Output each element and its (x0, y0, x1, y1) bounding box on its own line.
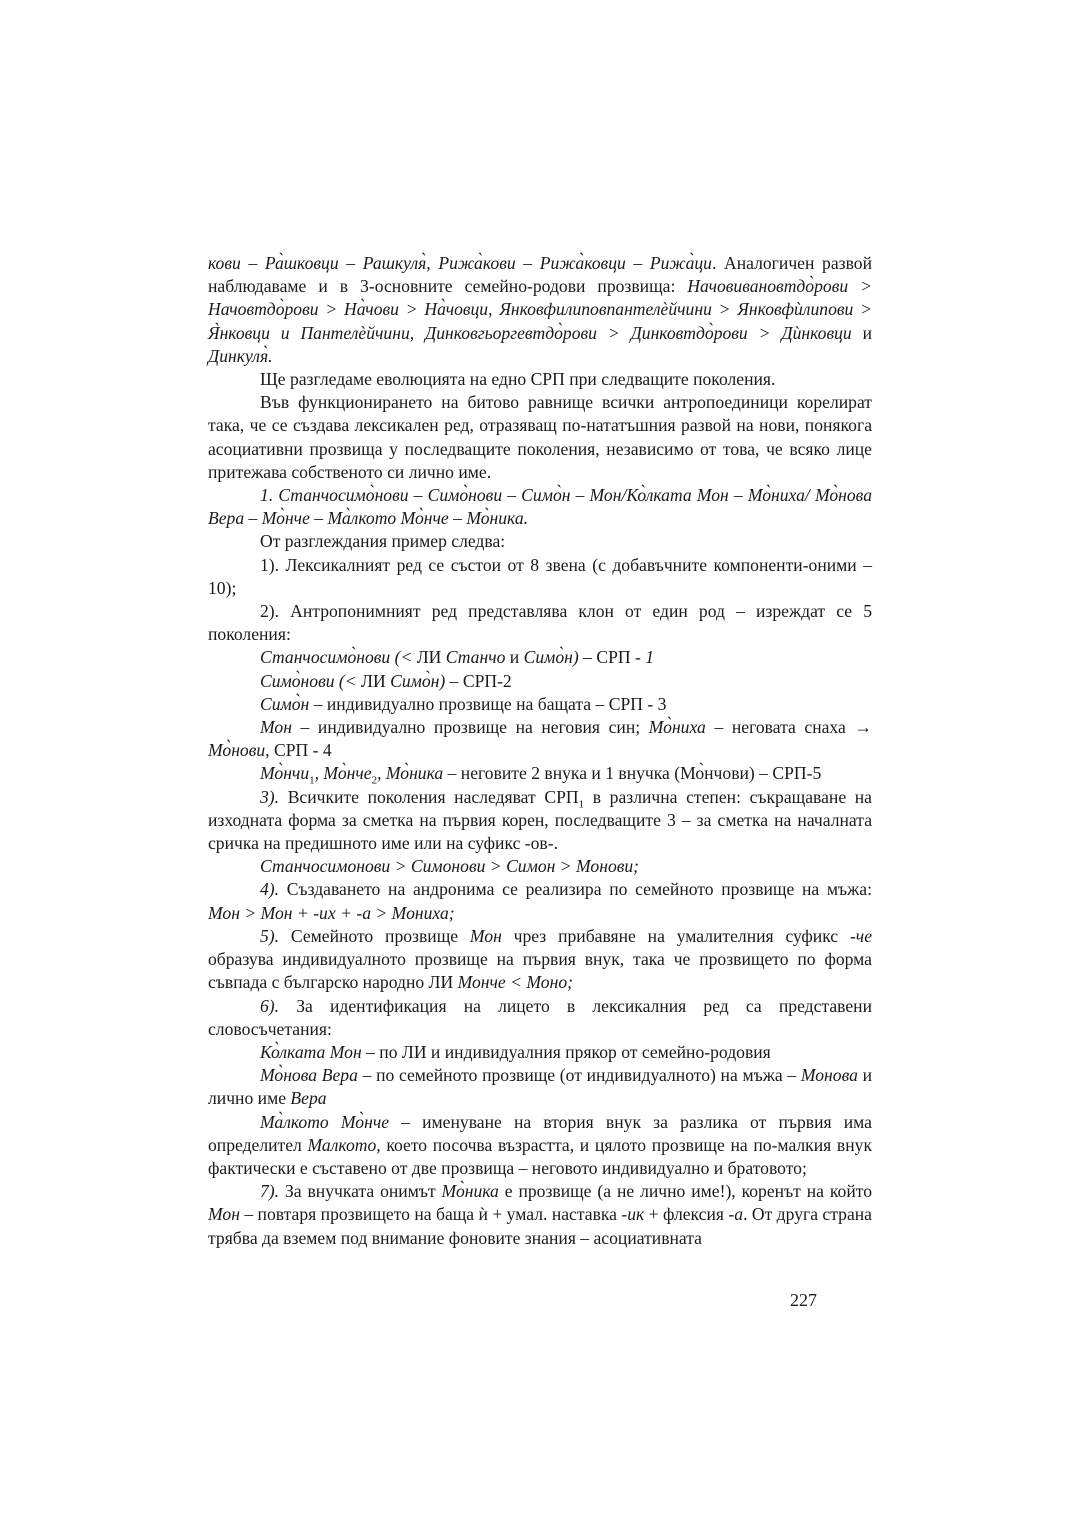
point-1: 1). Лексикалният ред се състои от 8 звена (с добавъчните компоненти-оними – 10); (208, 554, 872, 598)
phrase-kolkata-mon: Ко̀лката Мон – по ЛИ и индивидуалния прякор от семейно-родовия (260, 1041, 771, 1062)
phrase-monova-vera: Мо̀нова Вера – по семейното прозвище (от индивидуалното) на мъжа – Монова и лично име Вера (208, 1065, 872, 1109)
paragraph-1: кови – Ра̀шковци – Рашкуля̀, Рижа̀кови – Рижа̀ковци – Рижа̀ци. Аналогичен развой наблюдаваме и в 3-основните семейно-родови прозвища: Начовивановтдо̀рови > Начовтдо̀рови > На̀чови > На̀човци, Янковфилиповпантелѐйчини > Янковфѝлипови > Я̀нковци и Пантелѐйчини, Динковгьоргевтдо̀рови > Динковтдо̀рови > Дѝнковци и Динкуля̀. (208, 253, 872, 366)
italic-span: Динкуля̀. (208, 345, 273, 366)
paragraph-2: Ще разгледаме еволюцията на едно СРП при следващите поколения. (260, 369, 776, 390)
phrase-malkoto-monche: Ма̀лкото Мо̀нче – именуване на втория внук за разлика от първия има определител Малкото, което посочва възрастта, и цялото прозвище на по-малкия внук фактически е съставено от две прозвища – неговото индивидуално и братовото; (208, 1111, 872, 1178)
body-text (208, 252, 872, 1250)
point-7: 7). За внучката онимът Мо̀ника е прозвище (а не лично име!), коренът на който Мон – повтаря прозвището на баща ѝ + умал. наставка -ик + флексия -а. От друга страна трябва да вземем под внимание фоновите знания – асоциативната (208, 1181, 872, 1248)
point-4: 4). Създаването на андронима се реализира по семейното прозвище на мъжа: Мон > Мон + -их + -а > Мониха; (208, 879, 872, 923)
point-6: 6). За идентификация на лицето в лексикалния ред са представени словосъчетания: (208, 995, 872, 1039)
italic-span: Начовивановтдо̀рови > Начовтдо̀рови > На̀чови > На̀човци, Янковфилиповпантелѐйчини > Янковфѝлипови > Я̀нковци и Пантелѐйчини, Динковгьоргевтдо̀рови > Динковтдо̀рови > Дѝнковци (208, 276, 872, 343)
generation-line-1: Станчосимо̀нови (< ЛИ Станчо и Симо̀н) – СРП - 1 (260, 647, 655, 668)
reduction-chain: Станчосимонови > Симонови > Симон > Монови; (260, 856, 640, 877)
italic-span: кови – Ра̀шковци – Рашкуля̀, Рижа̀кови – Рижа̀ковци – Рижа̀ци (208, 253, 712, 273)
paragraph-3: Във функционирането на битово равнище всички антропоединици корелират така, че се създава лексикален ред, отразяващ по-нататъшния развой на нови, понякога асоциативни прозвища у последващите поколения, независимо от това, че всяко лице притежава собственото си лично име. (208, 392, 872, 482)
point-2: 2). Антропонимният ред представлява клон от един род – изреждат се 5 поколения: (208, 601, 872, 645)
page-number: 227 (790, 1290, 817, 1310)
point-3: 3). Всичките поколения наследяват $СРП_1$ в различна степен: съкращаване на изходната форма за сметка на първия корен, последващите 3 – за сметка на началната сричка на предишното име или на суфикс -ов-. (208, 786, 872, 854)
point-5: 5). Семейното прозвище Мон чрез прибавяне на умалителния суфикс -че образува индивидуалното прозвище на първия внук, така че прозвището по форма съвпада с българско народно ЛИ Монче < Моно; (208, 925, 872, 993)
paragraph-5: От разглеждания пример следва: (260, 531, 506, 552)
generation-line-4: Мон – индивидуално прозвище на неговия син; Мо̀ниха – неговата снаха → Мо̀нови, СРП - 4 (208, 717, 872, 761)
generation-line-2: Симо̀нови (< ЛИ Симо̀н) – СРП-2 (260, 670, 512, 691)
generation-line-3: Симо̀н – индивидуално прозвище на бащата – СРП - 3 (260, 693, 667, 714)
generation-line-5: Мо̀нчи$_1$, Мо̀нче$_2$, Мо̀ника – неговите 2 внука и 1 внучка (Мо̀нчови) – СРП-5 (260, 763, 822, 787)
example-1: 1. Станчосимо̀нови – Симо̀нови – Симо̀н – Мон/Ко̀лката Мон – Мо̀ниха/ Мо̀нова Вера – Мо̀нче – Ма̀лкото Мо̀нче – Мо̀ника. (208, 485, 872, 529)
